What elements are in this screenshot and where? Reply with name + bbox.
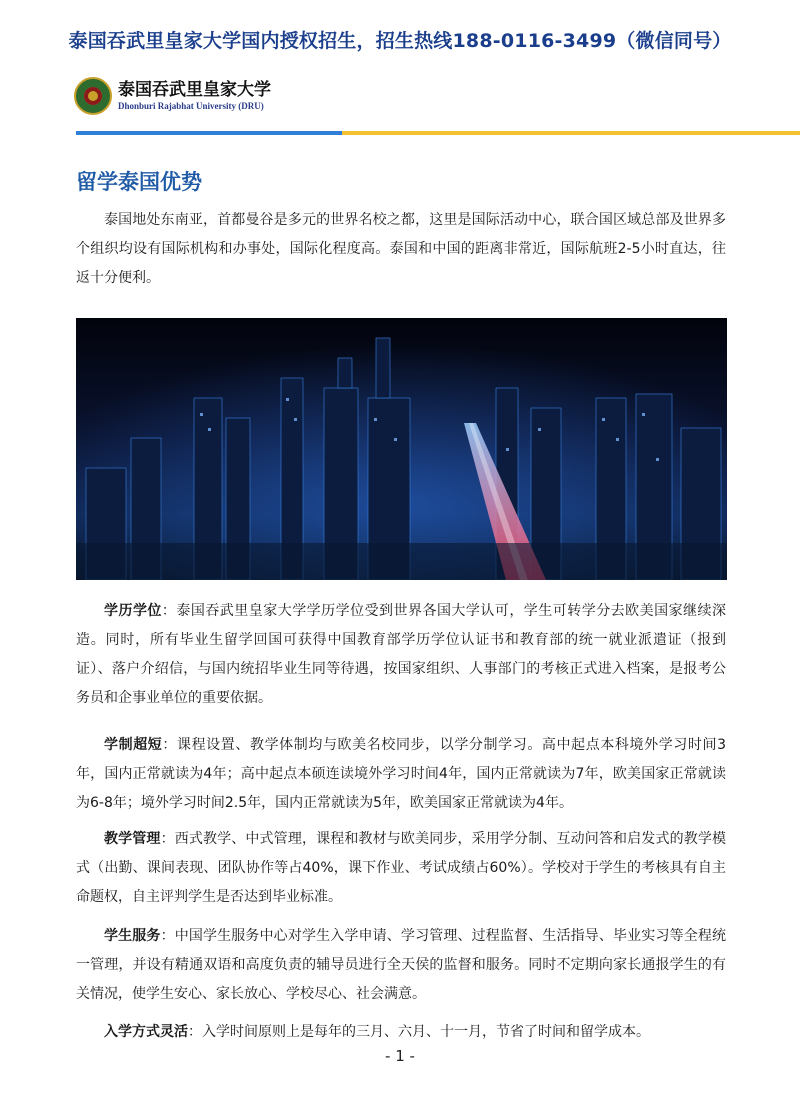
intro-paragraph: 泰国地处东南亚，首都曼谷是多元的世界名校之都，这里是国际活动中心，联合国区域总部及世界多个组织均设有国际机构和办事处，国际化程度高。泰国和中国的距离非常近，国际航班2-5小时直达，往返十分便利。 — [76, 212, 726, 286]
logo-text — [118, 80, 271, 112]
logo-english-name: Dhonburi Rajabhat University (DRU) — [118, 101, 264, 111]
point-degree — [76, 597, 726, 713]
point-label: 入学方式灵活 — [104, 1024, 188, 1040]
point-teaching — [76, 825, 726, 912]
section-title: 留学泰国优势 — [76, 170, 202, 194]
point-text: ：中国学生服务中心对学生入学申请、学习管理、过程监督、生活指导、毕业实习等全程统一管理，并设有精通双语和高度负责的辅导员进行全天侯的监督和服务。同时不定期向家长通报学生的有关情况，使学生安心、家长放心、学校尽心、社会满意。 — [76, 928, 727, 1002]
point-text: ：西式教学、中式管理，课程和教材与欧美同步，采用学分制、互动问答和启发式的教学模式（出勤、课间表现、团队协作等占40%，课下作业、考试成绩占60%）。学校对于学生的考核具有自主命题权，自主评判学生是否达到毕业标准。 — [76, 831, 727, 905]
header-rule-gold — [342, 131, 800, 135]
point-short-duration — [76, 731, 726, 818]
point-label: 教学管理 — [104, 831, 161, 847]
city-skyline-image — [76, 318, 727, 580]
page-number: - 1 - — [385, 1047, 415, 1065]
point-label: 学历学位 — [104, 603, 162, 619]
university-logo — [74, 74, 271, 118]
admissions-banner: 泰国吞武里皇家大学国内授权招生，招生热线188-0116-3499（微信同号） — [68, 30, 732, 52]
header-rule-blue — [76, 131, 342, 135]
point-text: ：课程设置、教学体制均与欧美名校同步，以学分制学习。高中起点本科境外学习时间3年，国内正常就读为4年；高中起点本硕连读境外学习时间4年，国内正常就读为7年，欧美国家正常就读为6-8年；境外学习时间2.5年，国内正常就读为5年，欧美国家正常就读为4年。 — [76, 737, 726, 811]
point-text: ：泰国吞武里皇家大学学历学位受到世界各国大学认可，学生可转学分去欧美国家继续深造。同时，所有毕业生留学回国可获得中国教育部学历学位认证书和教育部的统一就业派遣证（报到证）、落户介绍信，与国内统招毕业生同等待遇，按国家组织、人事部门的考核正式进入档案，是报考公务员和企事业单位的重要依据。 — [76, 603, 726, 706]
point-student-service — [76, 922, 726, 1009]
point-label: 学制超短 — [104, 737, 163, 753]
point-text: ：入学时间原则上是每年的三月、六月、十一月，节省了时间和留学成本。 — [188, 1024, 650, 1040]
logo-chinese-name: 泰国吞武里皇家大学 — [118, 80, 271, 100]
point-label: 学生服务 — [104, 928, 161, 944]
night-city-photo — [76, 318, 727, 580]
point-enrollment — [76, 1018, 726, 1047]
university-seal-icon — [74, 77, 112, 115]
